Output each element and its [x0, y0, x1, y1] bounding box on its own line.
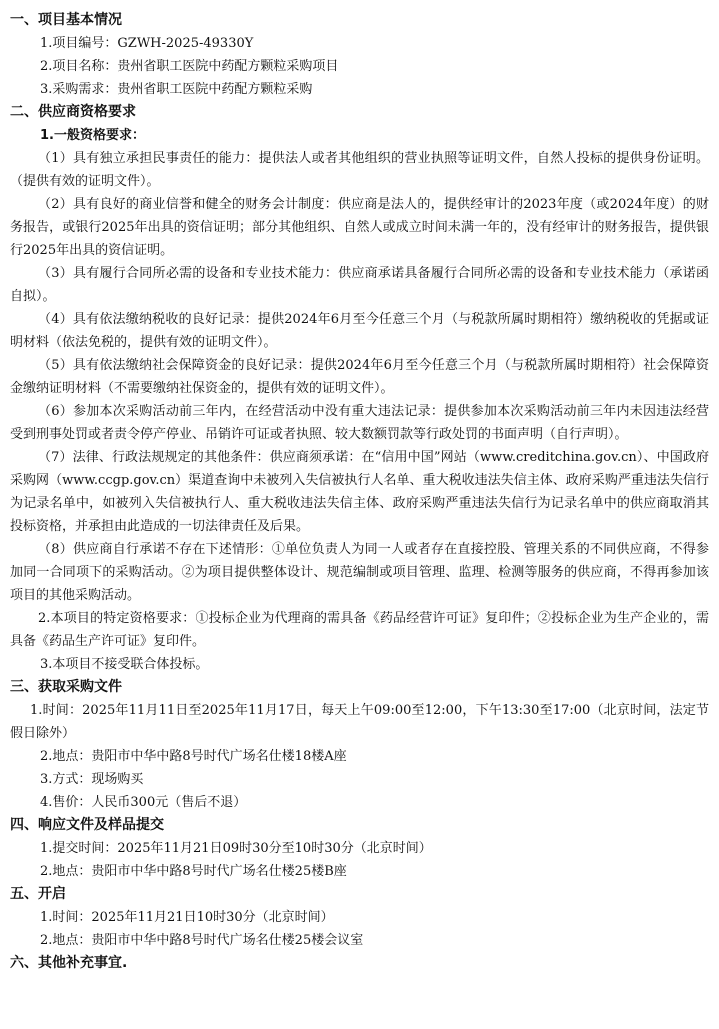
special-qualification: 2.本项目的特定资格要求：①投标企业为代理商的需具备《药品经营许可证》复印件；②投标企业为生产企业的，需具备《药品生产许可证》复印件。 — [10, 611, 709, 649]
acquisition-time: 1.时间：2025年11月11日至2025年11月17日，每天上午09:00至12:00，下午13:30至17:00（北京时间，法定节假日除外） — [10, 703, 709, 741]
qualification-paragraph: （6）参加本次采购活动前三年内，在经营活动中没有重大违法记录：提供参加本次采购活动前三年内未因违法经营受到刑事处罚或者责令停产停业、吊销许可证或者执照、较大数额罚款等行政处罚的书面声明（自行声明）。 — [10, 404, 709, 442]
procurement-requirement: 3.采购需求：贵州省职工医院中药配方颗粒采购 — [40, 82, 313, 97]
qualification-paragraph: （2）具有良好的商业信誉和健全的财务会计制度：供应商是法人的，提供经审计的2023年度（或2024年度）的财务报告，或银行2025年出具的资信证明；部分其他组织、自然人或成立时间未满一年的，没有经审计的财务报告，提供银行2025年出具的资信证明。 — [10, 197, 709, 258]
submission-location: 2.地点：贵阳市中华中路8号时代广场名仕楼25楼B座 — [40, 864, 347, 879]
subsection-heading: 1.一般资格要求： — [40, 128, 145, 143]
consortium-note: 3.本项目不接受联合体投标。 — [40, 657, 209, 672]
submission-time: 1.提交时间：2025年11月21日09时30分至10时30分（北京时间） — [40, 841, 432, 856]
acquisition-location: 2.地点：贵阳市中华中路8号时代广场名仕楼18楼A座 — [40, 749, 347, 764]
acquisition-price: 4.售价：人民币300元（售后不退） — [40, 795, 247, 810]
qualification-paragraph: （1）具有独立承担民事责任的能力：提供法人或者其他组织的营业执照等证明文件，自然人投标的提供身份证明。（提供有效的证明文件）。 — [10, 151, 709, 189]
section-heading: 六、其他补充事宜. — [10, 955, 128, 971]
project-name: 2.项目名称：贵州省职工医院中药配方颗粒采购项目 — [40, 59, 339, 74]
section-heading: 四、响应文件及样品提交 — [10, 817, 164, 833]
opening-time: 1.时间：2025年11月21日10时30分（北京时间） — [40, 910, 334, 925]
section-heading: 三、获取采购文件 — [10, 679, 122, 695]
section-heading: 五、开启 — [10, 886, 66, 902]
opening-location: 2.地点：贵阳市中华中路8号时代广场名仕楼25楼会议室 — [40, 933, 364, 948]
acquisition-method: 3.方式：现场购买 — [40, 772, 144, 787]
qualification-paragraph: （3）具有履行合同所必需的设备和专业技术能力：供应商承诺具备履行合同所必需的设备和专业技术能力（承诺函自拟）。 — [10, 266, 709, 304]
qualification-paragraph: （5）具有依法缴纳社会保障资金的良好记录：提供2024年6月至今任意三个月（与税款所属时期相符）社会保障资金缴纳证明材料（不需要缴纳社保资金的，提供有效的证明文件）。 — [10, 358, 709, 396]
qualification-paragraph: （8）供应商自行承诺不存在下述情形：①单位负责人为同一人或者存在直接控股、管理关系的不同供应商，不得参加同一合同项下的采购活动。②为项目提供整体设计、规范编制或项目管理、监理、检测等服务的供应商，不得再参加该项目的其他采购活动。 — [10, 542, 709, 603]
section-heading: 一、项目基本情况 — [10, 12, 122, 28]
qualification-paragraph: （7）法律、行政法规规定的其他条件：供应商须承诺：在“信用中国”网站（www.creditchina.gov.cn）、中国政府采购网（www.ccgp.gov.cn）渠道查询中未被列入失信被执行人名单、重大税收违法失信主体、政府采购严重违法失信行为记录名单中，如被列入失信被执行人、重大税收违法失信主体、政府采购严重违法失信行为记录名单中的供应商取消其投标资格，并承担由此造成的一切法律责任及后果。 — [10, 450, 709, 534]
project-number: 1.项目编号：GZWH-2025-49330Y — [40, 36, 254, 51]
section-heading: 二、供应商资格要求 — [10, 104, 136, 120]
qualification-paragraph: （4）具有依法缴纳税收的良好记录：提供2024年6月至今任意三个月（与税款所属时期相符）缴纳税收的凭据或证明材料（依法免税的，提供有效的证明文件）。 — [10, 312, 709, 350]
